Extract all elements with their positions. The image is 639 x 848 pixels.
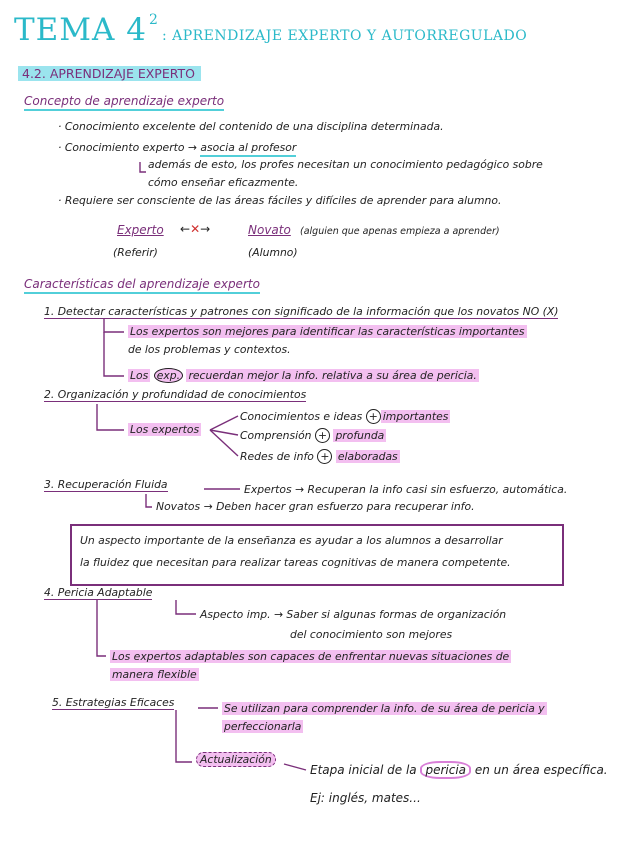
- item-5-actualizacion-text: Actualización: [196, 752, 276, 767]
- title-rest: : APRENDIZAJE EXPERTO Y AUTORREGULADO: [161, 28, 528, 44]
- concepto-bullet-3: · Requiere ser consciente de las áreas fáciles y difíciles de aprender para alumno.: [58, 194, 502, 207]
- item-4-sub-2b-text: manera flexible: [112, 668, 197, 681]
- item-2-row-2-bold: profunda: [335, 429, 385, 442]
- novato-label: Novato: [248, 223, 291, 237]
- x-circle-icon: (X): [542, 305, 559, 318]
- item-5-etapa-pericia: pericia: [420, 761, 471, 779]
- concepto-bullet-2-note: además de esto, los profes necesitan un conocimiento pedagógico sobre: [148, 158, 543, 171]
- item-1-sub-1b: de los problemas y contextos.: [128, 343, 291, 356]
- item-1-sub-2-exp: exp.: [154, 368, 183, 383]
- concepto-bullet-2-text: · Conocimiento experto: [58, 141, 185, 154]
- item-2-row-1-bold: importantes: [382, 410, 449, 423]
- novato-note: (alguien que apenas empieza a aprender): [300, 226, 500, 237]
- concepto-bullet-1: · Conocimiento excelente del contenido de una disciplina determinada.: [58, 120, 444, 133]
- concepto-bullet-2-link: asocia al profesor: [200, 141, 296, 157]
- item-5-etapa-1: Etapa inicial de la: [310, 763, 417, 777]
- item-3-novatos: Novatos → Deben hacer gran esfuerzo para recuperar info.: [156, 500, 475, 513]
- item-4-sub-1b: del conocimiento son mejores: [290, 628, 453, 641]
- contrast-arrows-icon: ←✕→: [180, 222, 211, 236]
- novato-sublabel: (Alumno): [248, 246, 298, 259]
- item-2-row-3-text: Redes de info: [240, 450, 314, 463]
- item-4-sub-1: Aspecto imp. → Saber si algunas formas de organización: [200, 608, 507, 621]
- title-superscript: 2: [149, 12, 158, 28]
- plus-circle-icon: +: [317, 449, 332, 464]
- item-2-row-2-text: Comprensión: [240, 429, 312, 442]
- section-heading: 4.2. APRENDIZAJE EXPERTO: [18, 66, 201, 81]
- callout-line-1: Un aspecto importante de la enseñanza es ayudar a los alumnos a desarrollar: [80, 534, 503, 547]
- concepto-bullet-2: · Conocimiento experto → asocia al profesor: [58, 141, 296, 154]
- callout-line-2: la fluidez que necesitan para realizar tareas cognitivas de manera competente.: [80, 556, 511, 569]
- caracteristicas-heading: Características del aprendizaje experto: [24, 277, 260, 294]
- item-3-heading: 3. Recuperación Fluida: [44, 478, 168, 491]
- experto-sublabel: (Referir): [113, 246, 158, 259]
- item-5-sub-1b-text: perfeccionarla: [224, 720, 302, 733]
- item-1-sub-1-text: Los expertos son mejores para identificar las características importantes: [130, 325, 525, 338]
- plus-circle-icon: +: [315, 428, 330, 443]
- experto-label: Experto: [117, 223, 164, 237]
- item-2-row-1-text: Conocimientos e ideas: [240, 410, 363, 423]
- item-4-heading: 4. Pericia Adaptable: [44, 586, 153, 599]
- item-2-label-text: Los expertos: [130, 423, 200, 436]
- item-1-text: 1. Detectar características y patrones con significado de la información que los novatos NO: [44, 305, 540, 318]
- title-main: TEMA 4: [14, 12, 148, 48]
- item-5-sub-1-text: Se utilizan para comprender la info. de su área de pericia y: [224, 702, 545, 715]
- concepto-heading: Concepto de aprendizaje experto: [24, 94, 224, 111]
- item-3-expertos: Expertos → Recuperan la info casi sin esfuerzo, automática.: [244, 483, 568, 496]
- item-5-etapa-2: en un área específica.: [474, 763, 608, 777]
- item-5-ejemplo: Ej: inglés, mates...: [310, 791, 421, 805]
- concepto-bullet-2-note-2: cómo enseñar eficazmente.: [148, 176, 299, 189]
- item-1-sub-2-pre: Los: [130, 369, 149, 382]
- item-2-row-3-bold: elaboradas: [337, 450, 398, 463]
- item-4-sub-2-text: Los expertos adaptables son capaces de enfrentar nuevas situaciones de: [112, 650, 510, 663]
- item-1-sub-2-post: recuerdan mejor la info. relativa a su área de pericia.: [188, 369, 477, 382]
- plus-circle-icon: +: [366, 409, 381, 424]
- item-2-heading: 2. Organización y profundidad de conocimientos: [44, 388, 307, 401]
- item-5-heading: 5. Estrategias Eficaces: [52, 696, 175, 709]
